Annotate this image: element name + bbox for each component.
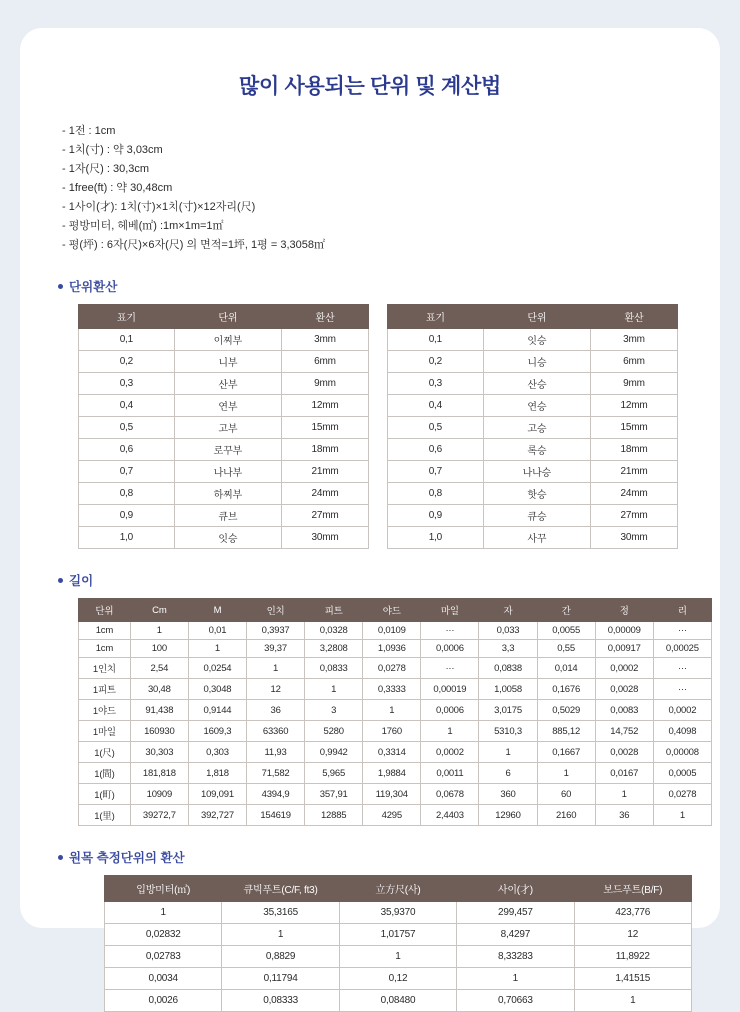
- table-cell: 1: [188, 640, 246, 658]
- table-row: [105, 968, 692, 990]
- table-cell: 1: [653, 805, 711, 826]
- column-header: 立方尺(사): [339, 876, 456, 902]
- table-cell: 2,4403: [421, 805, 479, 826]
- table-cell: 21mm: [281, 461, 368, 483]
- table-cell: 6: [479, 763, 537, 784]
- table-cell: 1: [595, 784, 653, 805]
- table-row: [388, 373, 678, 395]
- table-row: [79, 622, 712, 640]
- table-cell: 30,48: [130, 679, 188, 700]
- table-cell: 12: [247, 679, 305, 700]
- table-cell: ···: [653, 679, 711, 700]
- table-cell: 0,1: [79, 329, 175, 351]
- table-cell: 0,4: [79, 395, 175, 417]
- table-cell: 0,5: [79, 417, 175, 439]
- section-heading-timber: [58, 848, 688, 866]
- table-cell: ···: [653, 622, 711, 640]
- table-header-row: [388, 305, 678, 329]
- table-cell: 392,727: [188, 805, 246, 826]
- table-cell: 63360: [247, 721, 305, 742]
- table-cell: 0,0028: [595, 742, 653, 763]
- table-row: [79, 763, 712, 784]
- table-row: [79, 805, 712, 826]
- table-cell: 1,9884: [363, 763, 421, 784]
- table-cell: 0,9: [79, 505, 175, 527]
- table-cell: 0,00019: [421, 679, 479, 700]
- table-cell: 0,0167: [595, 763, 653, 784]
- table-cell: 니승: [483, 351, 590, 373]
- table-cell: 39272,7: [130, 805, 188, 826]
- table-row: [388, 439, 678, 461]
- table-cell: 0,0002: [421, 742, 479, 763]
- table-cell: 0,70663: [457, 990, 574, 1012]
- table-row: [79, 395, 369, 417]
- table-row: [79, 658, 712, 679]
- table-cell: 12: [574, 924, 691, 946]
- column-header: 자: [479, 599, 537, 622]
- table-cell: 0,12: [339, 968, 456, 990]
- table-cell: 0,8829: [222, 946, 339, 968]
- table-cell: 0,0833: [305, 658, 363, 679]
- list-item: - 평방미터, 헤베(㎡) :1m×1m=1㎡: [62, 220, 224, 232]
- column-header: 환산: [281, 305, 368, 329]
- table-cell: 60: [537, 784, 595, 805]
- table-cell: 1피트: [79, 679, 131, 700]
- table-cell: 0,0055: [537, 622, 595, 640]
- table-cell: 21mm: [590, 461, 677, 483]
- table-cell: 0,6: [79, 439, 175, 461]
- table-cell: 3,2808: [305, 640, 363, 658]
- table-row: [388, 505, 678, 527]
- table-cell: 0,6: [388, 439, 484, 461]
- table-cell: 0,3: [79, 373, 175, 395]
- table-cell: 1야드: [79, 700, 131, 721]
- section-heading-unit-conversion: [58, 277, 688, 295]
- table-row: [79, 483, 369, 505]
- list-item: - 1free(ft) : 약 30,48cm: [62, 182, 173, 194]
- table-cell: 1: [421, 721, 479, 742]
- table-cell: 0,0109: [363, 622, 421, 640]
- table-cell: 4295: [363, 805, 421, 826]
- table-cell: 12885: [305, 805, 363, 826]
- table-cell: 0,9942: [305, 742, 363, 763]
- table-row: [79, 439, 369, 461]
- bullet-dot-icon: [58, 284, 63, 289]
- table-header-row: [79, 305, 369, 329]
- table-cell: 885,12: [537, 721, 595, 742]
- table-cell: 나나승: [483, 461, 590, 483]
- table-cell: 2,54: [130, 658, 188, 679]
- table-cell: 큐브: [174, 505, 281, 527]
- table-row: [388, 329, 678, 351]
- table-cell: 1: [130, 622, 188, 640]
- table-row: [105, 902, 692, 924]
- table-cell: 3mm: [281, 329, 368, 351]
- column-header: 입방미터(㎥): [105, 876, 222, 902]
- table-row: [79, 742, 712, 763]
- table-cell: 1(町): [79, 784, 131, 805]
- table-cell: 1cm: [79, 640, 131, 658]
- unit-conversion-table-right: [387, 304, 678, 549]
- table-cell: 0,01: [188, 622, 246, 640]
- table-cell: 1: [537, 763, 595, 784]
- table-row: [79, 640, 712, 658]
- column-header: 표기: [79, 305, 175, 329]
- table-cell: 36: [247, 700, 305, 721]
- table-cell: 0,3: [388, 373, 484, 395]
- list-item: - 1사이(才): 1치(寸)×1치(寸)×12자리(尺): [62, 201, 256, 213]
- column-header: 단위: [174, 305, 281, 329]
- table-row: [79, 721, 712, 742]
- table-row: [79, 784, 712, 805]
- table-row: [105, 946, 692, 968]
- table-cell: 이찌부: [174, 329, 281, 351]
- column-header: 큐빅푸트(C/F, ft3): [222, 876, 339, 902]
- table-cell: 39,37: [247, 640, 305, 658]
- table-cell: 1: [339, 946, 456, 968]
- table-cell: 3,3: [479, 640, 537, 658]
- table-cell: 0,0678: [421, 784, 479, 805]
- table-cell: 3mm: [590, 329, 677, 351]
- list-item: - 1치(寸) : 약 3,03cm: [62, 144, 163, 156]
- table-cell: 1,818: [188, 763, 246, 784]
- table-cell: 0,0005: [653, 763, 711, 784]
- table-cell: 6mm: [281, 351, 368, 373]
- table-cell: 0,9: [388, 505, 484, 527]
- table-cell: 4394,9: [247, 784, 305, 805]
- table-cell: 360: [479, 784, 537, 805]
- bullet-dot-icon: [58, 578, 63, 583]
- table-cell: 핫승: [483, 483, 590, 505]
- table-cell: 154619: [247, 805, 305, 826]
- section-title: 길이: [69, 574, 94, 588]
- column-header: 야드: [363, 599, 421, 622]
- column-header: 단위: [79, 599, 131, 622]
- table-cell: 0,55: [537, 640, 595, 658]
- table-cell: ···: [421, 622, 479, 640]
- table-cell: 1: [479, 742, 537, 763]
- table-cell: 299,457: [457, 902, 574, 924]
- table-cell: 24mm: [590, 483, 677, 505]
- table-cell: 27mm: [590, 505, 677, 527]
- table-cell: 연부: [174, 395, 281, 417]
- table-cell: 0,8: [388, 483, 484, 505]
- column-header: 환산: [590, 305, 677, 329]
- table-cell: 5,965: [305, 763, 363, 784]
- table-cell: 산부: [174, 373, 281, 395]
- table-cell: 1609,3: [188, 721, 246, 742]
- table-cell: ···: [653, 658, 711, 679]
- bullet-dot-icon: [58, 855, 63, 860]
- column-header: 인치: [247, 599, 305, 622]
- table-cell: 12960: [479, 805, 537, 826]
- table-cell: 18mm: [590, 439, 677, 461]
- table-cell: 잇승: [483, 329, 590, 351]
- table-cell: ···: [421, 658, 479, 679]
- table-cell: 109,091: [188, 784, 246, 805]
- table-cell: 큐승: [483, 505, 590, 527]
- table-row: [388, 461, 678, 483]
- table-cell: 11,8922: [574, 946, 691, 968]
- table-cell: 0,4098: [653, 721, 711, 742]
- document-page: [20, 28, 720, 1006]
- table-cell: 0,5: [388, 417, 484, 439]
- table-cell: 0,4: [388, 395, 484, 417]
- table-cell: 1,01757: [339, 924, 456, 946]
- table-cell: 2160: [537, 805, 595, 826]
- table-cell: 11,93: [247, 742, 305, 763]
- table-cell: 1760: [363, 721, 421, 742]
- table-row: [79, 373, 369, 395]
- table-cell: 100: [130, 640, 188, 658]
- table-row: [388, 395, 678, 417]
- table-cell: 119,304: [363, 784, 421, 805]
- table-cell: 0,5029: [537, 700, 595, 721]
- table-cell: 71,582: [247, 763, 305, 784]
- list-item: - 1자(尺) : 30,3cm: [62, 163, 150, 175]
- table-cell: 0,0002: [595, 658, 653, 679]
- table-cell: 6mm: [590, 351, 677, 373]
- table-cell: 0,0328: [305, 622, 363, 640]
- table-cell: 0,08480: [339, 990, 456, 1012]
- table-row: [79, 527, 369, 549]
- table-cell: 0,1676: [537, 679, 595, 700]
- table-cell: 1,0: [388, 527, 484, 549]
- table-cell: 1: [363, 700, 421, 721]
- table-cell: 0,7: [79, 461, 175, 483]
- table-cell: 9mm: [590, 373, 677, 395]
- table-cell: 36: [595, 805, 653, 826]
- table-cell: 0,08333: [222, 990, 339, 1012]
- table-cell: 0,303: [188, 742, 246, 763]
- table-cell: 0,0083: [595, 700, 653, 721]
- table-cell: 0,11794: [222, 968, 339, 990]
- table-row: [79, 461, 369, 483]
- table-cell: 1: [574, 990, 691, 1012]
- table-row: [79, 679, 712, 700]
- table-row: [105, 924, 692, 946]
- table-cell: 0,0278: [363, 658, 421, 679]
- table-cell: 0,02783: [105, 946, 222, 968]
- table-cell: 24mm: [281, 483, 368, 505]
- table-cell: 록승: [483, 439, 590, 461]
- table-cell: 0,00917: [595, 640, 653, 658]
- table-cell: 나나부: [174, 461, 281, 483]
- list-item: - 1전 : 1cm: [62, 125, 116, 137]
- table-cell: 0,2: [388, 351, 484, 373]
- table-cell: 12mm: [590, 395, 677, 417]
- table-row: [105, 990, 692, 1012]
- list-item: - 평(坪) : 6자(尺)×6자(尺) 의 면적=1坪, 1평 = 3,3058㎡: [62, 239, 325, 251]
- table-cell: 0,0278: [653, 784, 711, 805]
- table-cell: 14,752: [595, 721, 653, 742]
- table-cell: 5310,3: [479, 721, 537, 742]
- table-cell: 0,3333: [363, 679, 421, 700]
- table-cell: 3,0175: [479, 700, 537, 721]
- table-cell: 0,3314: [363, 742, 421, 763]
- table-cell: 3: [305, 700, 363, 721]
- table-row: [388, 527, 678, 549]
- table-cell: 423,776: [574, 902, 691, 924]
- table-cell: 10909: [130, 784, 188, 805]
- table-cell: 30,303: [130, 742, 188, 763]
- table-cell: 1마일: [79, 721, 131, 742]
- unit-conversion-table-left: [78, 304, 369, 549]
- table-cell: 0,7: [388, 461, 484, 483]
- section-title: 원목 측정단위의 환산: [69, 851, 185, 865]
- table-cell: 0,0034: [105, 968, 222, 990]
- table-cell: 0,3937: [247, 622, 305, 640]
- table-cell: 181,818: [130, 763, 188, 784]
- table-cell: 1,0936: [363, 640, 421, 658]
- table-cell: 0,0254: [188, 658, 246, 679]
- table-cell: 1인치: [79, 658, 131, 679]
- table-row: [79, 505, 369, 527]
- table-cell: 15mm: [281, 417, 368, 439]
- table-cell: 35,3165: [222, 902, 339, 924]
- section-title: 단위환산: [69, 280, 118, 294]
- table-row: [388, 417, 678, 439]
- column-header: 표기: [388, 305, 484, 329]
- table-cell: 1,0: [79, 527, 175, 549]
- table-cell: 0,8: [79, 483, 175, 505]
- table-cell: 1,0058: [479, 679, 537, 700]
- table-cell: 0,1667: [537, 742, 595, 763]
- column-header: Cm: [130, 599, 188, 622]
- column-header: 단위: [483, 305, 590, 329]
- table-cell: 고승: [483, 417, 590, 439]
- table-cell: 1(間): [79, 763, 131, 784]
- table-cell: 357,91: [305, 784, 363, 805]
- table-cell: 산승: [483, 373, 590, 395]
- column-header: 리: [653, 599, 711, 622]
- table-cell: 91,438: [130, 700, 188, 721]
- intro-bullet-list: [62, 122, 688, 255]
- table-row: [79, 417, 369, 439]
- table-cell: 160930: [130, 721, 188, 742]
- length-conversion-table: [78, 598, 712, 826]
- table-cell: 1cm: [79, 622, 131, 640]
- table-row: [79, 329, 369, 351]
- table-header-row: [79, 599, 712, 622]
- table-cell: 1: [105, 902, 222, 924]
- table-cell: 니부: [174, 351, 281, 373]
- column-header: 사이(才): [457, 876, 574, 902]
- table-cell: 0,0002: [653, 700, 711, 721]
- table-cell: 8,33283: [457, 946, 574, 968]
- table-cell: 12mm: [281, 395, 368, 417]
- table-cell: 0,0006: [421, 700, 479, 721]
- table-cell: 0,0006: [421, 640, 479, 658]
- table-cell: 9mm: [281, 373, 368, 395]
- table-cell: 27mm: [281, 505, 368, 527]
- table-cell: 0,00009: [595, 622, 653, 640]
- table-cell: 18mm: [281, 439, 368, 461]
- table-cell: 0,0011: [421, 763, 479, 784]
- table-cell: 1,41515: [574, 968, 691, 990]
- column-header: 정: [595, 599, 653, 622]
- table-cell: 고부: [174, 417, 281, 439]
- table-cell: 0,02832: [105, 924, 222, 946]
- table-cell: 0,033: [479, 622, 537, 640]
- table-cell: 0,1: [388, 329, 484, 351]
- table-cell: 1: [247, 658, 305, 679]
- table-cell: 0,00008: [653, 742, 711, 763]
- table-cell: 0,2: [79, 351, 175, 373]
- table-cell: 로꾸부: [174, 439, 281, 461]
- table-cell: 30mm: [281, 527, 368, 549]
- table-cell: 1: [305, 679, 363, 700]
- column-header: 마일: [421, 599, 479, 622]
- column-header: M: [188, 599, 246, 622]
- page-title: 많이 사용되는 단위 및 계산법: [239, 75, 501, 98]
- timber-conversion-table: [104, 875, 692, 1012]
- table-cell: 잇승: [174, 527, 281, 549]
- table-cell: 8,4297: [457, 924, 574, 946]
- table-cell: 30mm: [590, 527, 677, 549]
- column-header: 보드푸트(B/F): [574, 876, 691, 902]
- table-cell: 0,0028: [595, 679, 653, 700]
- table-cell: 1: [457, 968, 574, 990]
- table-cell: 사꾸: [483, 527, 590, 549]
- table-cell: 1: [222, 924, 339, 946]
- table-cell: 1(尺): [79, 742, 131, 763]
- table-cell: 연승: [483, 395, 590, 417]
- table-cell: 하찌부: [174, 483, 281, 505]
- table-row: [388, 483, 678, 505]
- table-cell: 0,014: [537, 658, 595, 679]
- table-cell: 5280: [305, 721, 363, 742]
- table-row: [79, 351, 369, 373]
- table-row: [79, 700, 712, 721]
- section-heading-length: [58, 571, 688, 589]
- table-cell: 0,00025: [653, 640, 711, 658]
- table-cell: 35,9370: [339, 902, 456, 924]
- table-cell: 0,0026: [105, 990, 222, 1012]
- table-header-row: [105, 876, 692, 902]
- table-row: [388, 351, 678, 373]
- column-header: 간: [537, 599, 595, 622]
- column-header: 피트: [305, 599, 363, 622]
- table-cell: 0,3048: [188, 679, 246, 700]
- table-cell: 0,0838: [479, 658, 537, 679]
- table-cell: 0,9144: [188, 700, 246, 721]
- unit-conversion-tables: [78, 304, 688, 549]
- table-cell: 1(里): [79, 805, 131, 826]
- table-cell: 15mm: [590, 417, 677, 439]
